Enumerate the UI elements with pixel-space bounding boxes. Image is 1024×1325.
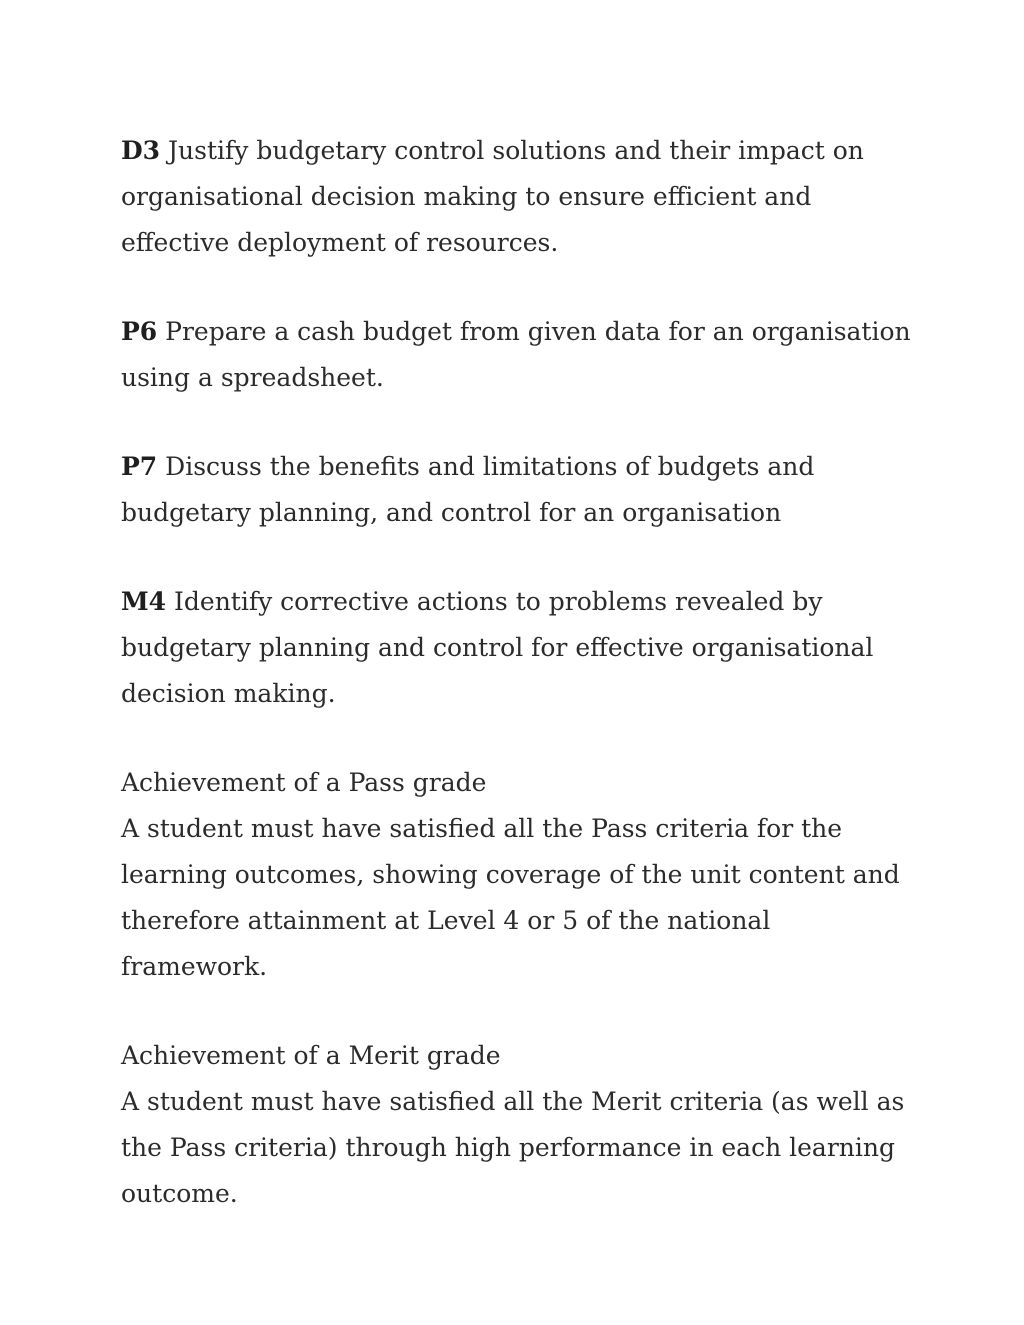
- criterion-code: M4: [121, 587, 167, 616]
- criterion-code: P7: [121, 452, 158, 481]
- grade-pass: [121, 760, 921, 990]
- criterion-m4: [121, 579, 921, 717]
- criterion-code: D3: [121, 136, 161, 165]
- grade-heading: Achievement of a Pass grade: [121, 768, 487, 797]
- grade-text: A student must have satisfied all the Merit criteria (as well as the Pass criteria) through high performance in each learning outcome.: [121, 1087, 905, 1208]
- criterion-text: Identify corrective actions to problems revealed by budgetary planning and control for effective organisational decision making.: [121, 587, 874, 708]
- criterion-d3: [121, 128, 921, 266]
- criterion-code: P6: [121, 317, 158, 346]
- criterion-p7: [121, 444, 921, 536]
- criterion-text: Discuss the benefits and limitations of budgets and budgetary planning, and control for an organisation: [121, 452, 815, 527]
- grade-merit: [121, 1033, 921, 1217]
- document-page: [121, 128, 921, 1260]
- criterion-p6: [121, 309, 921, 401]
- grade-text: A student must have satisfied all the Pass criteria for the learning outcomes, showing coverage of the unit content and therefore attainment at Level 4 or 5 of the national framework.: [121, 814, 900, 981]
- criterion-text: Justify budgetary control solutions and their impact on organisational decision making to ensure efficient and effective deployment of resources.: [121, 136, 864, 257]
- grade-heading: Achievement of a Merit grade: [121, 1041, 501, 1070]
- criterion-text: Prepare a cash budget from given data for an organisation using a spreadsheet.: [121, 317, 911, 392]
